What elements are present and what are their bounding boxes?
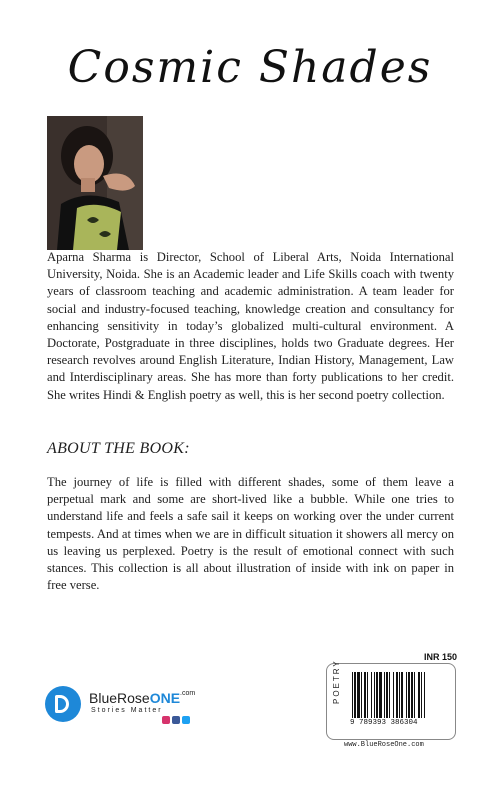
barcode-bar bbox=[396, 672, 398, 718]
barcode-bar bbox=[374, 672, 375, 718]
barcode-bar bbox=[408, 672, 410, 718]
isbn-digits: 9 789393 386304 bbox=[350, 719, 418, 727]
instagram-icon bbox=[162, 716, 170, 724]
bluerose-logo-icon bbox=[45, 686, 81, 722]
price-label: INR 150 bbox=[424, 652, 458, 662]
publisher-name-accent: ONE bbox=[149, 690, 181, 706]
barcode-bar bbox=[393, 672, 394, 718]
about-the-book-heading: ABOUT THE BOOK: bbox=[47, 440, 190, 457]
barcode-bar bbox=[406, 672, 407, 718]
twitter-icon bbox=[182, 716, 190, 724]
author-bio: Aparna Sharma is Director, School of Liberal Arts, Noida International University, Noida. She is an Academic leader and Life Skills coach with twenty years of classroom teaching and academic administration. A team leader for social and industry-focused teaching, knowledge creation and consultancy for enhancing sensitivity in today’s globalized multi-cultural environment. A Doctorate, Postgraduate in three disciplines, holds two Graduate degrees. Her research revolves around English Literature, Indian History, Management, Law and Interdisciplinary areas. She has more than forty publications to her credit. She writes Hindi & English poetry as well, this is her second poetry collection. bbox=[47, 250, 454, 402]
book-title: Cosmic Shades bbox=[67, 42, 433, 93]
barcode-bar bbox=[352, 672, 353, 718]
barcode-bar bbox=[389, 672, 390, 718]
author-photo bbox=[47, 116, 143, 250]
barcode-bar bbox=[361, 672, 362, 718]
barcode-bar bbox=[414, 672, 415, 718]
barcode-bar bbox=[376, 672, 378, 718]
barcode-bar bbox=[401, 672, 403, 718]
barcode-bar bbox=[386, 672, 388, 718]
barcode-bar bbox=[354, 672, 356, 718]
publisher-tagline: Stories Matter bbox=[91, 707, 163, 714]
publisher-name-main: BlueRose bbox=[89, 690, 150, 706]
barcode-bar bbox=[379, 672, 382, 718]
isbn-barcode bbox=[350, 672, 450, 720]
publisher-name-suffix: .com bbox=[180, 690, 196, 697]
publisher-website: www.BlueRoseOne.com bbox=[344, 741, 424, 749]
barcode-bar bbox=[384, 672, 385, 718]
barcode-bar bbox=[421, 672, 422, 718]
barcode-bar bbox=[364, 672, 366, 718]
barcode-bar bbox=[367, 672, 368, 718]
barcode-bar bbox=[357, 672, 360, 718]
barcode-bar bbox=[399, 672, 400, 718]
about-the-book-text: The journey of life is filled with different shades, some of them leave a perpetual mark and some are short-lived like a bubble. While one tries to understand life and feels a safe sail it keeps on working over the under current tempests. And at times when we are in difficult situation it showers all mercy on us leaving us perplexed. Poetry is the result of emotional connect with such stances. This collection is all about illustration of inside with ink on paper in free verse. bbox=[47, 475, 454, 593]
barcode-bar bbox=[411, 672, 413, 718]
publisher-logo bbox=[45, 686, 245, 726]
barcode-bar bbox=[418, 672, 420, 718]
barcode-bar bbox=[424, 672, 425, 718]
barcode-bar bbox=[371, 672, 372, 718]
facebook-icon bbox=[172, 716, 180, 724]
category-label: POETRY bbox=[332, 659, 341, 704]
social-icons bbox=[162, 716, 190, 724]
publisher-name bbox=[89, 690, 195, 706]
